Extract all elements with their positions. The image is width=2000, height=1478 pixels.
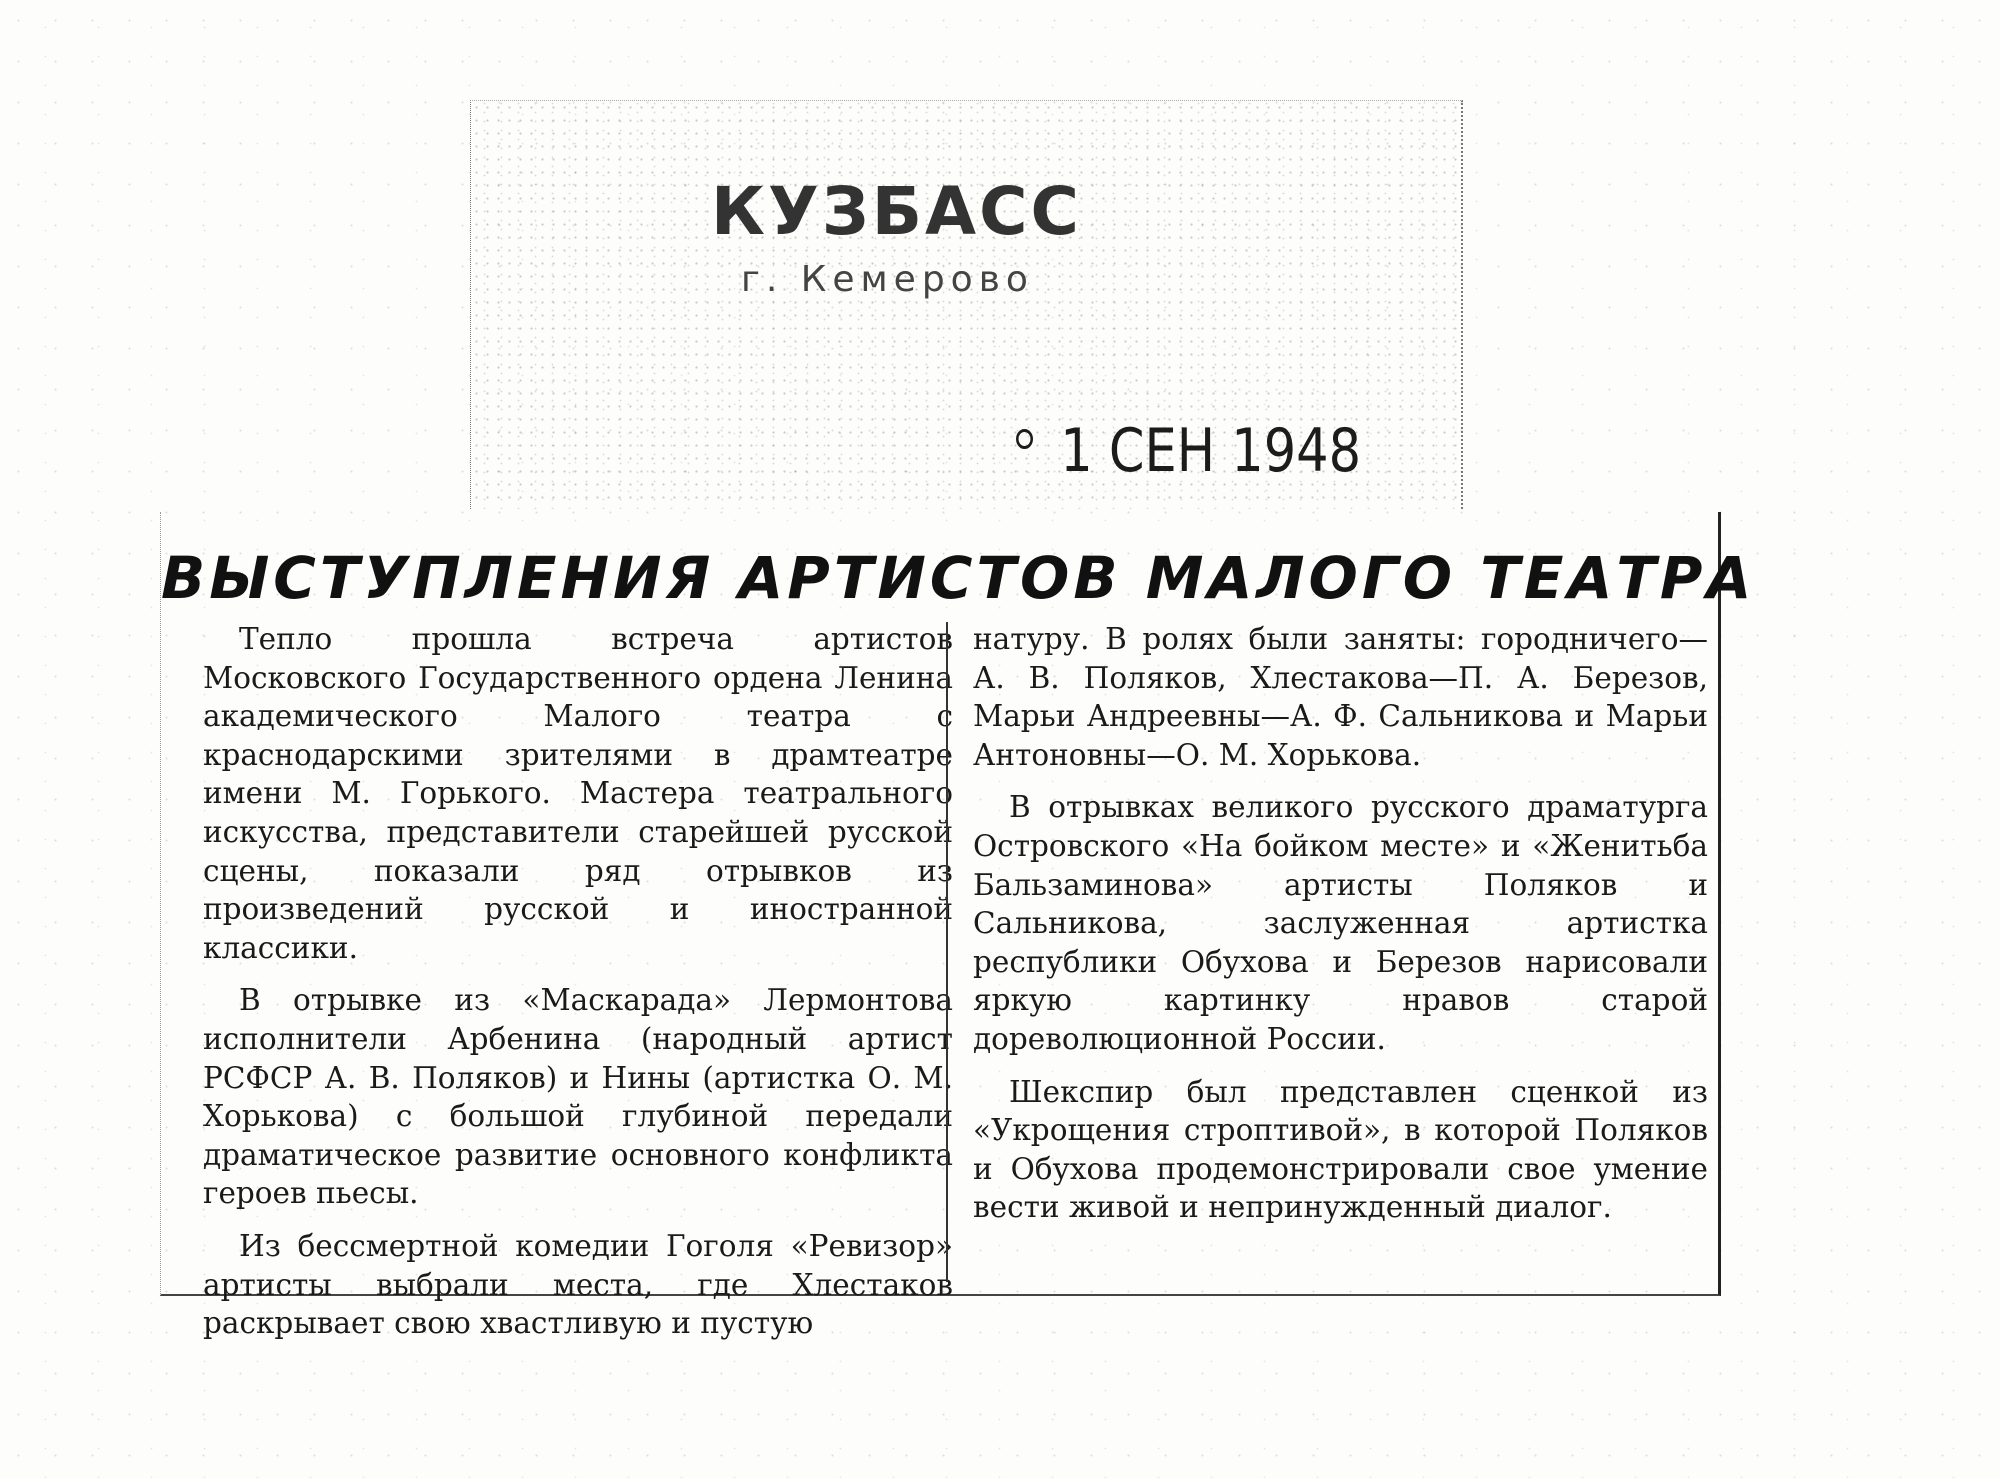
newspaper-city: г. Кемерово: [741, 259, 1034, 300]
date-dot-icon: [1016, 429, 1033, 449]
article-headline: ВЫСТУПЛЕНИЯ АРТИСТОВ МАЛОГО ТЕАТРА: [161, 544, 1756, 612]
newspaper-masthead-stamp: [470, 100, 1463, 509]
article-paragraph: натуру. В ролях были заняты: городничего—А. В. Поляков, Хлестакова—П. А. Березов, Марьи Андреевны—А. Ф. Сальникова и Марьи Антоновны—О. М. Хорькова.: [973, 622, 1708, 772]
article-right-column: [973, 620, 1708, 1241]
article-paragraph: В отрывках великого русского драматурга Островского «На бойком месте» и «Женитьба Бальзаминова» артисты Поляков и Сальникова, заслуженная артистка республики Обухова и Березов нарисовали яркую картинку нравов старой дореволюционной России.: [973, 790, 1708, 1056]
column-divider: [946, 622, 948, 1282]
date-stamp: [1016, 416, 1361, 486]
article-paragraph: Шекспир был представлен сценкой из «Укрощения строптивой», в которой Поляков и Обухова продемонстрировали свое умение вести живой и непринужденный диалог.: [973, 1074, 1708, 1225]
article-paragraph: Из бессмертной комедии Гоголя «Ревизор» артисты выбрали места, где Хлестаков раскрывает свою хвастливую и пустую: [203, 1228, 953, 1341]
article-paragraph: В отрывке из «Маскарада» Лермонтова исполнители Арбенина (народный артист РСФСР А. В. Поляков) и Нины (артистка О. М. Хорькова) с большой глубиной передали драматическое развитие основного конфликта героев пьесы.: [203, 983, 953, 1211]
article-left-column: [203, 620, 953, 1357]
date-stamp-text: 1 СЕН 1948: [1060, 416, 1362, 486]
newspaper-clipping: [160, 512, 1756, 1341]
newspaper-name: КУЗБАСС: [711, 173, 1082, 250]
article-paragraph: Тепло прошла встреча артистов Московского Государственного ордена Ленина академического Малого театра с краснодарскими зрителями в драмтеатре имени М. Горького. Мастера театрального искусства, представители старейшей русской сцены, показали ряд отрывков из произведений русской и иностранной классики.: [203, 622, 953, 965]
